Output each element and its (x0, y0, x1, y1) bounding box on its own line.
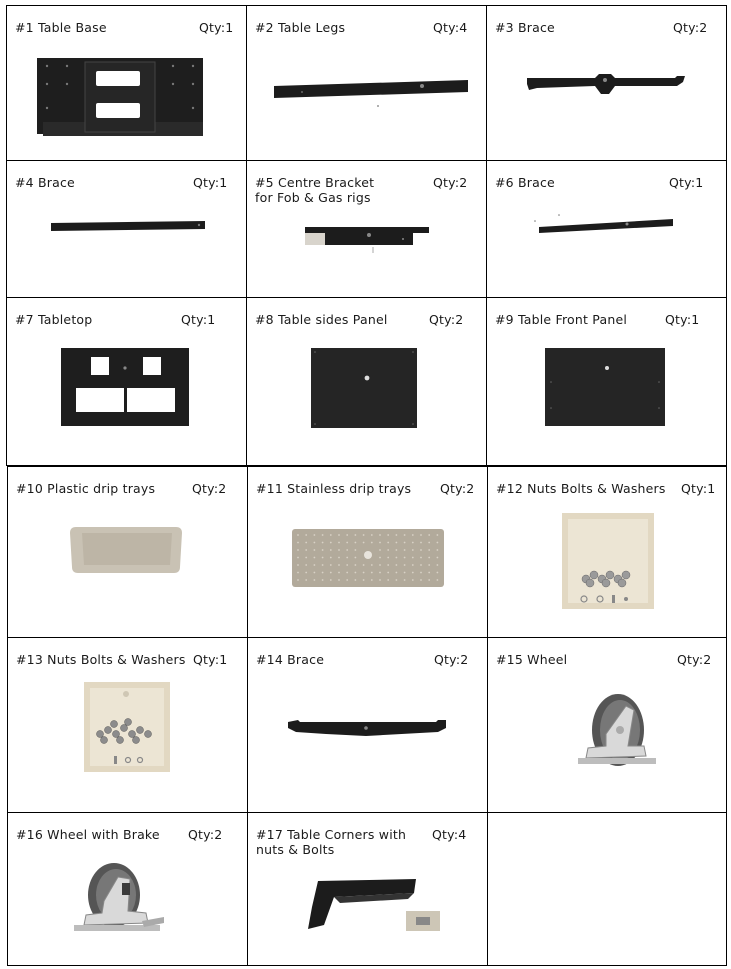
part-qty: Qty:2 (673, 20, 708, 35)
part-qty: Qty:1 (193, 652, 228, 667)
table-sides-panel-image (311, 348, 421, 430)
part-qty: Qty:1 (681, 481, 716, 496)
part-name: #17 Table Corners with nuts & Bolts (256, 827, 407, 857)
part-qty: Qty:2 (429, 312, 464, 327)
part-cell-5 (246, 160, 487, 298)
part-qty: Qty:2 (434, 652, 469, 667)
part-name: #13 Nuts Bolts & Washers (16, 652, 186, 667)
part-qty: Qty:2 (433, 175, 468, 190)
wheel-image (576, 686, 666, 778)
part-name: #12 Nuts Bolts & Washers (496, 481, 666, 496)
part-cell-4 (6, 160, 247, 298)
part-cell-1 (6, 5, 247, 161)
wheel-with-brake-image (72, 861, 172, 941)
part-name: #6 Brace (495, 175, 555, 190)
hardware-bag-image (84, 682, 172, 774)
part-cell-13 (7, 637, 248, 813)
part-name: #16 Wheel with Brake (16, 827, 160, 842)
brace-image (286, 716, 451, 742)
part-cell-14 (247, 637, 488, 813)
centre-bracket-image (303, 223, 433, 257)
part-cell-2 (246, 5, 487, 161)
part-qty: Qty:4 (432, 827, 467, 842)
brace-image (531, 211, 676, 237)
part-qty: Qty:4 (433, 20, 468, 35)
part-cell-8 (246, 297, 487, 466)
part-qty: Qty:1 (665, 312, 700, 327)
part-cell-3 (486, 5, 727, 161)
brace-image (525, 72, 690, 102)
part-cell-9 (486, 297, 727, 466)
part-qty: Qty:2 (192, 481, 227, 496)
part-qty: Qty:1 (181, 312, 216, 327)
part-qty: Qty:1 (199, 20, 234, 35)
table-front-panel-image (545, 348, 667, 428)
part-cell-10 (7, 466, 248, 638)
part-qty: Qty:1 (193, 175, 228, 190)
part-qty: Qty:2 (188, 827, 223, 842)
table-corner-image (304, 877, 444, 939)
part-cell-12 (487, 466, 727, 638)
part-name: #11 Stainless drip trays (256, 481, 412, 496)
part-cell-11 (247, 466, 488, 638)
part-cell-7 (6, 297, 247, 466)
part-name: #4 Brace (15, 175, 75, 190)
part-name: #14 Brace (256, 652, 325, 667)
part-name: #7 Tabletop (15, 312, 93, 327)
part-name: #10 Plastic drip trays (16, 481, 156, 496)
part-qty: Qty:1 (669, 175, 704, 190)
part-cell-15 (487, 637, 727, 813)
table-leg-image (272, 72, 472, 112)
part-name: #8 Table sides Panel (255, 312, 388, 327)
part-qty: Qty:2 (677, 652, 712, 667)
part-name: #3 Brace (495, 20, 555, 35)
part-cell-17 (247, 812, 488, 966)
part-name: #1 Table Base (15, 20, 107, 35)
part-name: #2 Table Legs (255, 20, 346, 35)
part-name: #5 Centre Bracket for Fob & Gas rigs (255, 175, 375, 205)
tabletop-image (61, 348, 191, 430)
part-name: #9 Table Front Panel (495, 312, 628, 327)
brace-image (49, 217, 209, 237)
plastic-drip-tray-image (68, 525, 186, 575)
part-cell-6 (486, 160, 727, 298)
part-name: #15 Wheel (496, 652, 568, 667)
empty-cell (487, 812, 727, 966)
part-cell-16 (7, 812, 248, 966)
hardware-bag-image (562, 513, 656, 611)
stainless-drip-tray-image (290, 527, 446, 591)
part-qty: Qty:2 (440, 481, 475, 496)
table-base-image (37, 58, 209, 138)
